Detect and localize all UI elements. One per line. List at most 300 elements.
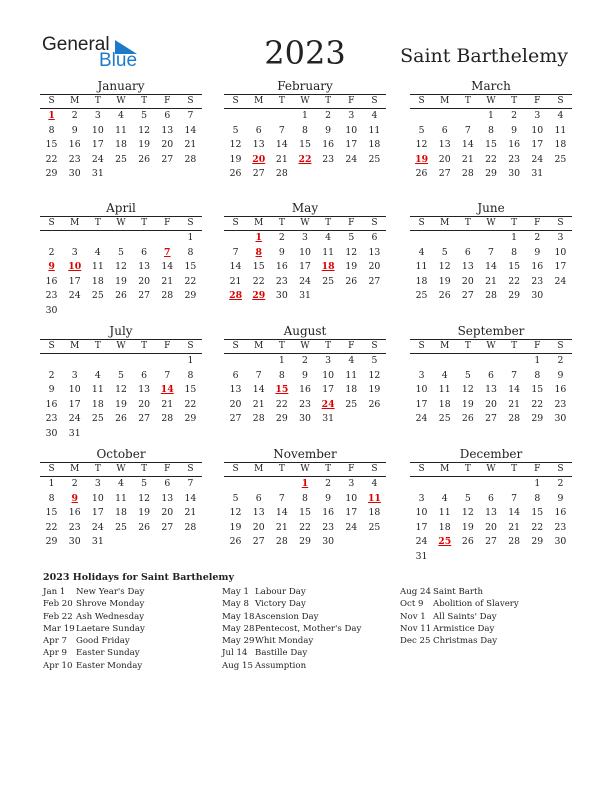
day-cell: 18 <box>91 275 104 287</box>
empty-cell <box>433 354 456 369</box>
month-february <box>224 79 386 182</box>
day-cell: 29 <box>485 168 497 180</box>
holiday-name: Laetare Sunday <box>76 623 145 634</box>
day-cell: 5 <box>464 492 471 504</box>
empty-cell <box>433 109 456 124</box>
holiday-day-cell: 9 <box>48 261 55 273</box>
day-cell: 31 <box>299 290 311 302</box>
weekday-header <box>40 339 202 354</box>
day-cell: 19 <box>115 275 127 287</box>
holiday-item <box>43 623 145 635</box>
day-cell: 18 <box>368 139 381 151</box>
day-cell: 19 <box>345 261 358 273</box>
week-row <box>410 550 572 565</box>
weekday-label: F <box>534 464 541 474</box>
empty-cell <box>479 231 502 246</box>
day-cell: 30 <box>299 413 311 425</box>
month-name: July <box>109 324 133 338</box>
holiday-date: Oct 9 <box>400 599 424 610</box>
weekday-label: T <box>511 341 518 351</box>
weekday-label: M <box>70 464 80 474</box>
weekday-label: F <box>534 218 541 228</box>
weekday-label: S <box>232 96 239 106</box>
holiday-date: Aug 15 <box>222 660 253 671</box>
holiday-day-cell: 1 <box>48 110 55 121</box>
week-row <box>40 304 202 319</box>
day-cell: 18 <box>368 507 381 519</box>
day-cell: 14 <box>275 139 288 151</box>
day-cell: 2 <box>511 110 518 121</box>
weekday-label: T <box>511 96 518 106</box>
holiday-name: Ash Wednesday <box>76 611 145 622</box>
day-cell: 19 <box>368 384 381 396</box>
day-cell: 12 <box>415 139 428 151</box>
day-cell: 9 <box>278 246 285 258</box>
day-cell: 2 <box>278 232 285 243</box>
holiday-item <box>43 647 145 659</box>
day-cell: 31 <box>68 427 81 439</box>
holiday-item <box>400 611 519 623</box>
empty-cell <box>433 477 456 492</box>
weekday-label: F <box>534 96 541 106</box>
empty-cell <box>86 231 109 246</box>
day-cell: 25 <box>554 153 567 165</box>
month-name: May <box>291 201 319 215</box>
empty-cell <box>133 231 156 246</box>
empty-cell <box>526 550 549 565</box>
day-cell: 6 <box>255 124 262 136</box>
day-cell: 8 <box>187 369 194 381</box>
week-row <box>410 354 572 369</box>
day-cell: 6 <box>488 369 494 381</box>
day-cell: 20 <box>252 521 265 533</box>
empty-cell <box>479 354 502 369</box>
day-cell: 7 <box>187 478 194 489</box>
day-cell: 31 <box>415 550 428 562</box>
holiday-item <box>400 598 519 610</box>
day-cell: 26 <box>229 536 242 548</box>
empty-cell <box>410 109 433 124</box>
week-row <box>40 412 202 427</box>
week-row <box>40 354 202 369</box>
empty-cell <box>179 427 202 442</box>
weekday-label: S <box>371 464 378 474</box>
day-cell: 19 <box>438 275 451 287</box>
day-cell: 8 <box>48 124 55 136</box>
day-cell: 13 <box>368 246 381 258</box>
empty-cell <box>156 304 179 319</box>
weekday-label: F <box>348 96 355 106</box>
day-cell: 18 <box>438 521 451 533</box>
weekday-label: T <box>94 218 101 228</box>
day-cell: 3 <box>348 110 355 121</box>
day-cell: 27 <box>161 153 174 165</box>
day-cell: 6 <box>141 369 148 381</box>
day-cell: 4 <box>557 110 564 121</box>
week-row <box>224 383 386 398</box>
day-cell: 28 <box>275 168 288 180</box>
day-cell: 12 <box>229 507 242 519</box>
day-cell: 3 <box>302 232 308 243</box>
empty-cell <box>179 304 202 319</box>
day-cell: 9 <box>325 492 332 504</box>
day-cell: 6 <box>441 124 448 136</box>
week-row <box>410 477 572 492</box>
day-cell: 13 <box>252 507 265 519</box>
day-cell: 10 <box>91 492 104 504</box>
holiday-day-cell: 9 <box>71 492 78 504</box>
weekday-label: T <box>141 464 148 474</box>
empty-cell <box>224 231 247 246</box>
weekday-header <box>224 462 386 477</box>
day-cell: 3 <box>325 355 332 366</box>
weekday-label: M <box>254 218 264 228</box>
holiday-name: Christmas Day <box>433 636 498 647</box>
week-row <box>224 289 386 304</box>
empty-cell <box>86 304 109 319</box>
holiday-date: May 1 <box>222 587 249 597</box>
day-cell: 24 <box>91 153 104 165</box>
day-cell: 14 <box>508 507 521 519</box>
holiday-date: Nov 1 <box>400 611 426 622</box>
day-cell: 23 <box>68 153 81 165</box>
day-cell: 7 <box>511 369 518 381</box>
empty-cell <box>479 477 502 492</box>
day-cell: 14 <box>275 507 288 519</box>
holiday-name: Whit Monday <box>255 636 314 647</box>
day-cell: 7 <box>255 369 262 381</box>
day-cell: 13 <box>485 384 497 396</box>
day-cell: 17 <box>91 139 104 151</box>
week-row <box>410 369 572 384</box>
day-cell: 26 <box>138 521 151 533</box>
weekday-label: S <box>371 96 378 106</box>
day-cell: 4 <box>94 369 101 381</box>
holiday-name: Armistice Day <box>433 623 495 634</box>
day-cell: 11 <box>322 246 335 258</box>
day-cell: 5 <box>464 369 471 381</box>
weekday-label: T <box>464 96 471 106</box>
day-cell: 27 <box>138 290 151 302</box>
weekday-label: S <box>418 341 425 351</box>
day-cell: 21 <box>184 139 197 151</box>
holiday-date: May 18 <box>222 611 255 622</box>
weekday-label: T <box>464 464 471 474</box>
weekday-label: F <box>164 341 171 351</box>
holiday-date: Apr 9 <box>43 648 68 659</box>
week-row <box>40 109 202 124</box>
day-cell: 27 <box>461 290 474 302</box>
empty-cell <box>456 231 479 246</box>
day-cell: 28 <box>275 536 288 548</box>
day-cell: 28 <box>508 413 521 425</box>
day-cell: 8 <box>278 369 285 381</box>
day-cell: 10 <box>322 369 335 381</box>
weekday-label: T <box>94 464 101 474</box>
day-cell: 29 <box>45 536 58 548</box>
day-cell: 16 <box>531 261 544 273</box>
month-march <box>410 79 572 182</box>
day-cell: 23 <box>508 153 521 165</box>
holiday-item <box>43 598 145 610</box>
weekday-label: W <box>486 341 496 351</box>
holiday-day-cell: 20 <box>252 153 266 165</box>
weekday-label: T <box>325 464 332 474</box>
empty-cell <box>363 412 386 427</box>
month-name: January <box>97 79 145 93</box>
empty-cell <box>247 109 270 124</box>
week-row <box>224 535 386 550</box>
day-cell: 18 <box>415 275 428 287</box>
weekday-label: S <box>187 218 194 228</box>
weekday-label: S <box>187 96 194 106</box>
weekday-label: W <box>300 96 310 106</box>
day-cell: 6 <box>464 246 471 258</box>
day-cell: 16 <box>68 507 81 519</box>
day-cell: 11 <box>345 369 358 381</box>
day-cell: 22 <box>275 398 288 410</box>
day-cell: 6 <box>488 492 494 504</box>
day-cell: 27 <box>138 413 151 425</box>
day-cell: 7 <box>278 124 285 136</box>
day-cell: 23 <box>45 413 58 425</box>
day-cell: 16 <box>299 384 311 396</box>
weekday-label: W <box>116 218 126 228</box>
week-row <box>40 492 202 507</box>
holiday-day-cell: 28 <box>229 290 243 302</box>
day-cell: 23 <box>45 290 58 302</box>
day-cell: 12 <box>461 507 474 519</box>
day-cell: 24 <box>68 290 81 302</box>
day-cell: 25 <box>368 153 381 165</box>
day-cell: 29 <box>531 413 544 425</box>
day-cell: 12 <box>115 384 127 396</box>
day-cell: 23 <box>299 398 311 410</box>
day-cell: 7 <box>511 492 518 504</box>
day-cell: 14 <box>508 384 521 396</box>
day-cell: 21 <box>184 507 197 519</box>
holiday-item <box>400 623 519 635</box>
day-cell: 22 <box>45 521 58 533</box>
day-cell: 12 <box>368 369 381 381</box>
empty-cell <box>410 231 433 246</box>
month-name: April <box>106 201 136 215</box>
holiday-day-cell: 11 <box>367 492 381 504</box>
empty-cell <box>63 354 86 369</box>
day-cell: 15 <box>45 139 58 151</box>
weekday-label: T <box>278 218 285 228</box>
weekday-label: W <box>116 96 126 106</box>
day-cell: 5 <box>418 124 425 136</box>
day-cell: 5 <box>441 246 448 258</box>
holiday-date: Feb 22 <box>43 611 73 622</box>
weekday-label: S <box>418 218 425 228</box>
day-cell: 8 <box>534 492 541 504</box>
day-cell: 24 <box>91 521 104 533</box>
week-row <box>224 260 386 275</box>
month-name: March <box>471 79 511 93</box>
day-cell: 2 <box>71 110 78 121</box>
day-cell: 20 <box>229 398 242 410</box>
day-cell: 17 <box>91 507 104 519</box>
day-cell: 16 <box>275 261 288 273</box>
day-cell: 11 <box>115 492 127 504</box>
day-cell: 15 <box>184 261 197 273</box>
week-row <box>410 246 572 261</box>
empty-cell <box>224 354 247 369</box>
day-cell: 15 <box>531 384 544 396</box>
day-cell: 23 <box>322 521 335 533</box>
day-cell: 13 <box>485 507 497 519</box>
empty-cell <box>156 354 179 369</box>
day-cell: 27 <box>485 536 497 548</box>
weekday-label: W <box>300 341 310 351</box>
day-cell: 20 <box>138 398 151 410</box>
weekday-label: S <box>48 341 55 351</box>
day-cell: 4 <box>418 246 425 258</box>
weekday-label: F <box>348 341 355 351</box>
holiday-date: May 28 <box>222 623 255 634</box>
day-cell: 2 <box>557 355 564 366</box>
holidays-title: 2023 Holidays for Saint Barthelemy <box>43 572 234 583</box>
day-cell: 5 <box>232 124 239 136</box>
day-cell: 3 <box>94 478 101 489</box>
holiday-day-cell: 18 <box>321 261 335 273</box>
week-row <box>410 153 572 168</box>
day-cell: 8 <box>534 369 541 381</box>
day-cell: 3 <box>418 492 425 504</box>
day-cell: 5 <box>118 246 124 258</box>
day-cell: 18 <box>91 398 104 410</box>
day-cell: 13 <box>461 261 474 273</box>
day-cell: 14 <box>161 261 174 273</box>
day-cell: 24 <box>68 413 81 425</box>
empty-cell <box>549 167 572 182</box>
day-cell: 27 <box>485 413 497 425</box>
day-cell: 13 <box>161 124 174 136</box>
empty-cell <box>156 427 179 442</box>
day-cell: 6 <box>164 110 171 121</box>
weekday-label: S <box>418 96 425 106</box>
day-cell: 13 <box>438 139 451 151</box>
week-row <box>40 535 202 550</box>
holiday-date: Apr 10 <box>43 660 73 671</box>
week-row <box>224 492 386 507</box>
day-cell: 15 <box>184 384 197 396</box>
week-row <box>224 275 386 290</box>
day-cell: 13 <box>161 492 174 504</box>
day-cell: 8 <box>488 124 494 136</box>
holiday-item <box>400 586 519 598</box>
day-cell: 1 <box>511 232 518 243</box>
day-cell: 4 <box>118 110 124 121</box>
week-row <box>40 153 202 168</box>
day-cell: 15 <box>299 507 311 519</box>
day-cell: 22 <box>45 153 58 165</box>
weekday-label: T <box>464 218 471 228</box>
day-cell: 25 <box>91 290 104 302</box>
week-row <box>40 124 202 139</box>
day-cell: 23 <box>554 398 567 410</box>
day-cell: 22 <box>531 521 544 533</box>
day-cell: 2 <box>48 246 55 258</box>
day-cell: 15 <box>45 507 58 519</box>
weekday-header <box>40 94 202 109</box>
empty-cell <box>179 167 202 182</box>
day-cell: 20 <box>485 521 497 533</box>
day-cell: 13 <box>252 139 265 151</box>
day-cell: 14 <box>461 139 474 151</box>
day-cell: 14 <box>252 384 265 396</box>
weekday-label: M <box>440 464 450 474</box>
empty-cell <box>340 167 363 182</box>
day-cell: 23 <box>531 275 544 287</box>
day-cell: 29 <box>508 290 521 302</box>
empty-cell <box>410 354 433 369</box>
day-cell: 1 <box>302 110 308 121</box>
week-row <box>224 521 386 536</box>
day-cell: 31 <box>91 168 104 180</box>
empty-cell <box>156 231 179 246</box>
day-cell: 29 <box>184 413 197 425</box>
day-cell: 19 <box>461 398 474 410</box>
weekday-label: M <box>70 218 80 228</box>
empty-cell <box>293 167 316 182</box>
day-cell: 16 <box>554 384 567 396</box>
day-cell: 2 <box>325 110 332 121</box>
weekday-label: F <box>348 218 355 228</box>
empty-cell <box>410 477 433 492</box>
day-cell: 11 <box>368 124 381 136</box>
day-cell: 5 <box>141 110 148 121</box>
weekday-label: S <box>232 464 239 474</box>
weekday-label: S <box>48 96 55 106</box>
week-row <box>40 289 202 304</box>
day-cell: 19 <box>138 139 151 151</box>
day-cell: 16 <box>45 275 58 287</box>
holiday-item <box>222 647 361 659</box>
day-cell: 17 <box>68 398 81 410</box>
weekday-label: S <box>418 464 425 474</box>
holiday-day-cell: 29 <box>252 290 266 302</box>
holiday-date: Feb 20 <box>43 599 73 610</box>
day-cell: 19 <box>229 521 242 533</box>
day-cell: 27 <box>368 275 381 287</box>
weekday-label: S <box>187 464 194 474</box>
country-title: Saint Barthelemy <box>400 45 568 67</box>
day-cell: 24 <box>299 275 311 287</box>
day-cell: 15 <box>508 261 521 273</box>
weekday-label: T <box>94 341 101 351</box>
month-may <box>224 201 386 304</box>
day-cell: 13 <box>138 261 151 273</box>
day-cell: 4 <box>118 478 124 489</box>
weekday-label: T <box>464 341 471 351</box>
month-november <box>224 447 386 550</box>
weekday-label: M <box>254 341 264 351</box>
week-row <box>410 167 572 182</box>
day-cell: 17 <box>415 521 428 533</box>
day-cell: 8 <box>302 124 308 136</box>
day-cell: 4 <box>371 110 378 121</box>
day-cell: 15 <box>299 139 311 151</box>
empty-cell <box>363 167 386 182</box>
weekday-label: S <box>48 218 55 228</box>
empty-cell <box>503 354 526 369</box>
day-cell: 20 <box>138 275 151 287</box>
day-cell: 2 <box>302 355 308 366</box>
week-row <box>410 231 572 246</box>
